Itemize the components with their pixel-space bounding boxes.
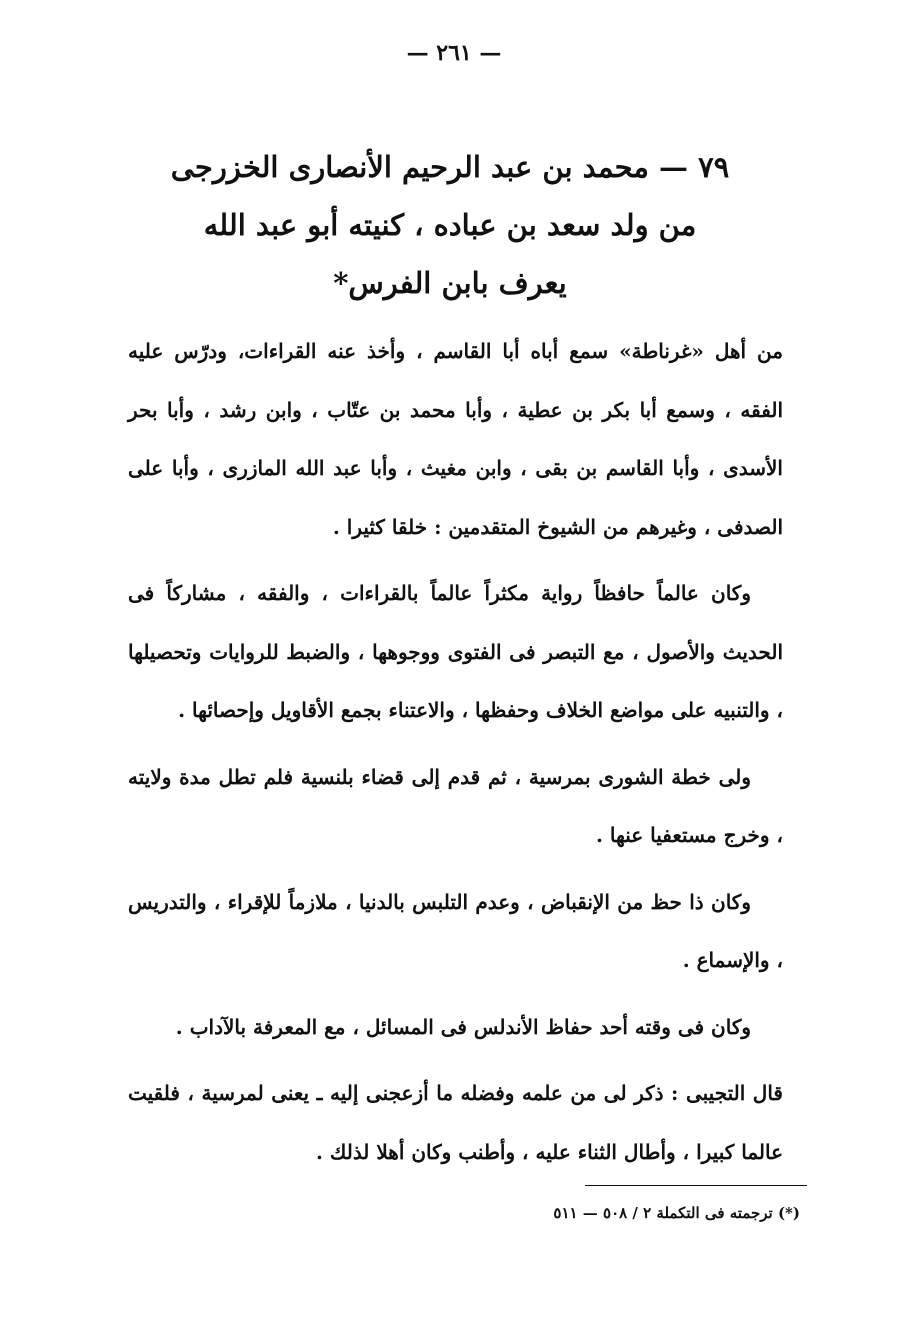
paragraph-2: وكان عالماً حافظاً رواية مكثراً عالماً بالقراءات ، والفقه ، مشاركاً فى الحديث والأصول ، مع التبصر فى الفتوى ووجوهها ، والضبط للروايات وتحصيلها ، والتنبيه على مواضع الخلاف وحفظها ، والاعتناء بجمع الأقاويل وإحصائها .	[128, 581, 783, 722]
paragraph-5: وكان فى وقته أحد حفاظ الأندلس فى المسائل ، مع المعرفة بالآداب .	[175, 1014, 751, 1039]
paragraph-4: وكان ذا حظ من الإنقباض ، وعدم التلبس بالدنيا ، ملازماً للإقراء ، والتدريس ، والإسماع .	[128, 889, 783, 972]
page-number: — ٢٦١ —	[406, 40, 502, 66]
entry-body	[128, 322, 783, 1189]
entry-heading	[150, 138, 750, 312]
paragraph-6: قال التجيبى : ذكر لى من علمه وفضله ما أزعجنى إليه ـ يعنى لمرسية ، فلقيت عالما كبيرا ، وأطال الثناء عليه ، وأطنب وكان أهلا لذلك .	[128, 1081, 783, 1164]
footnote-divider	[585, 1185, 807, 1186]
heading-line-2: من ولد سعد بن عباده ، كنيته أبو عبد الله	[203, 208, 697, 242]
paragraph-1: من أهل «غرناطة» سمع أباه أبا القاسم ، وأخذ عنه القراءات، ودرّس عليه الفقه ، وسمع أبا بكر بن عطية ، وأبا محمد بن عتّاب ، وابن رشد ، وأبا بحر الأسدى ، وأبا القاسم بن بقى ، وابن مغيث ، وأبا عبد الله المازرى ، وأبا على الصدفى ، وغيرهم من الشيوخ المتقدمين : خلقا كثيرا .	[128, 339, 784, 539]
heading-line-3: يعرف بابن الفرس*	[333, 266, 567, 300]
heading-line-1: ٧٩ — محمد بن عبد الرحيم الأنصارى الخزرجى	[170, 150, 730, 184]
paragraph-3: ولى خطة الشورى بمرسية ، ثم قدم إلى قضاء بلنسية فلم تطل مدة ولايته ، وخرج مستعفيا عنها .	[128, 764, 783, 847]
footnote: (*) ترجمته فى التكملة ٢ / ٥٠٨ — ٥١١	[553, 1204, 800, 1222]
